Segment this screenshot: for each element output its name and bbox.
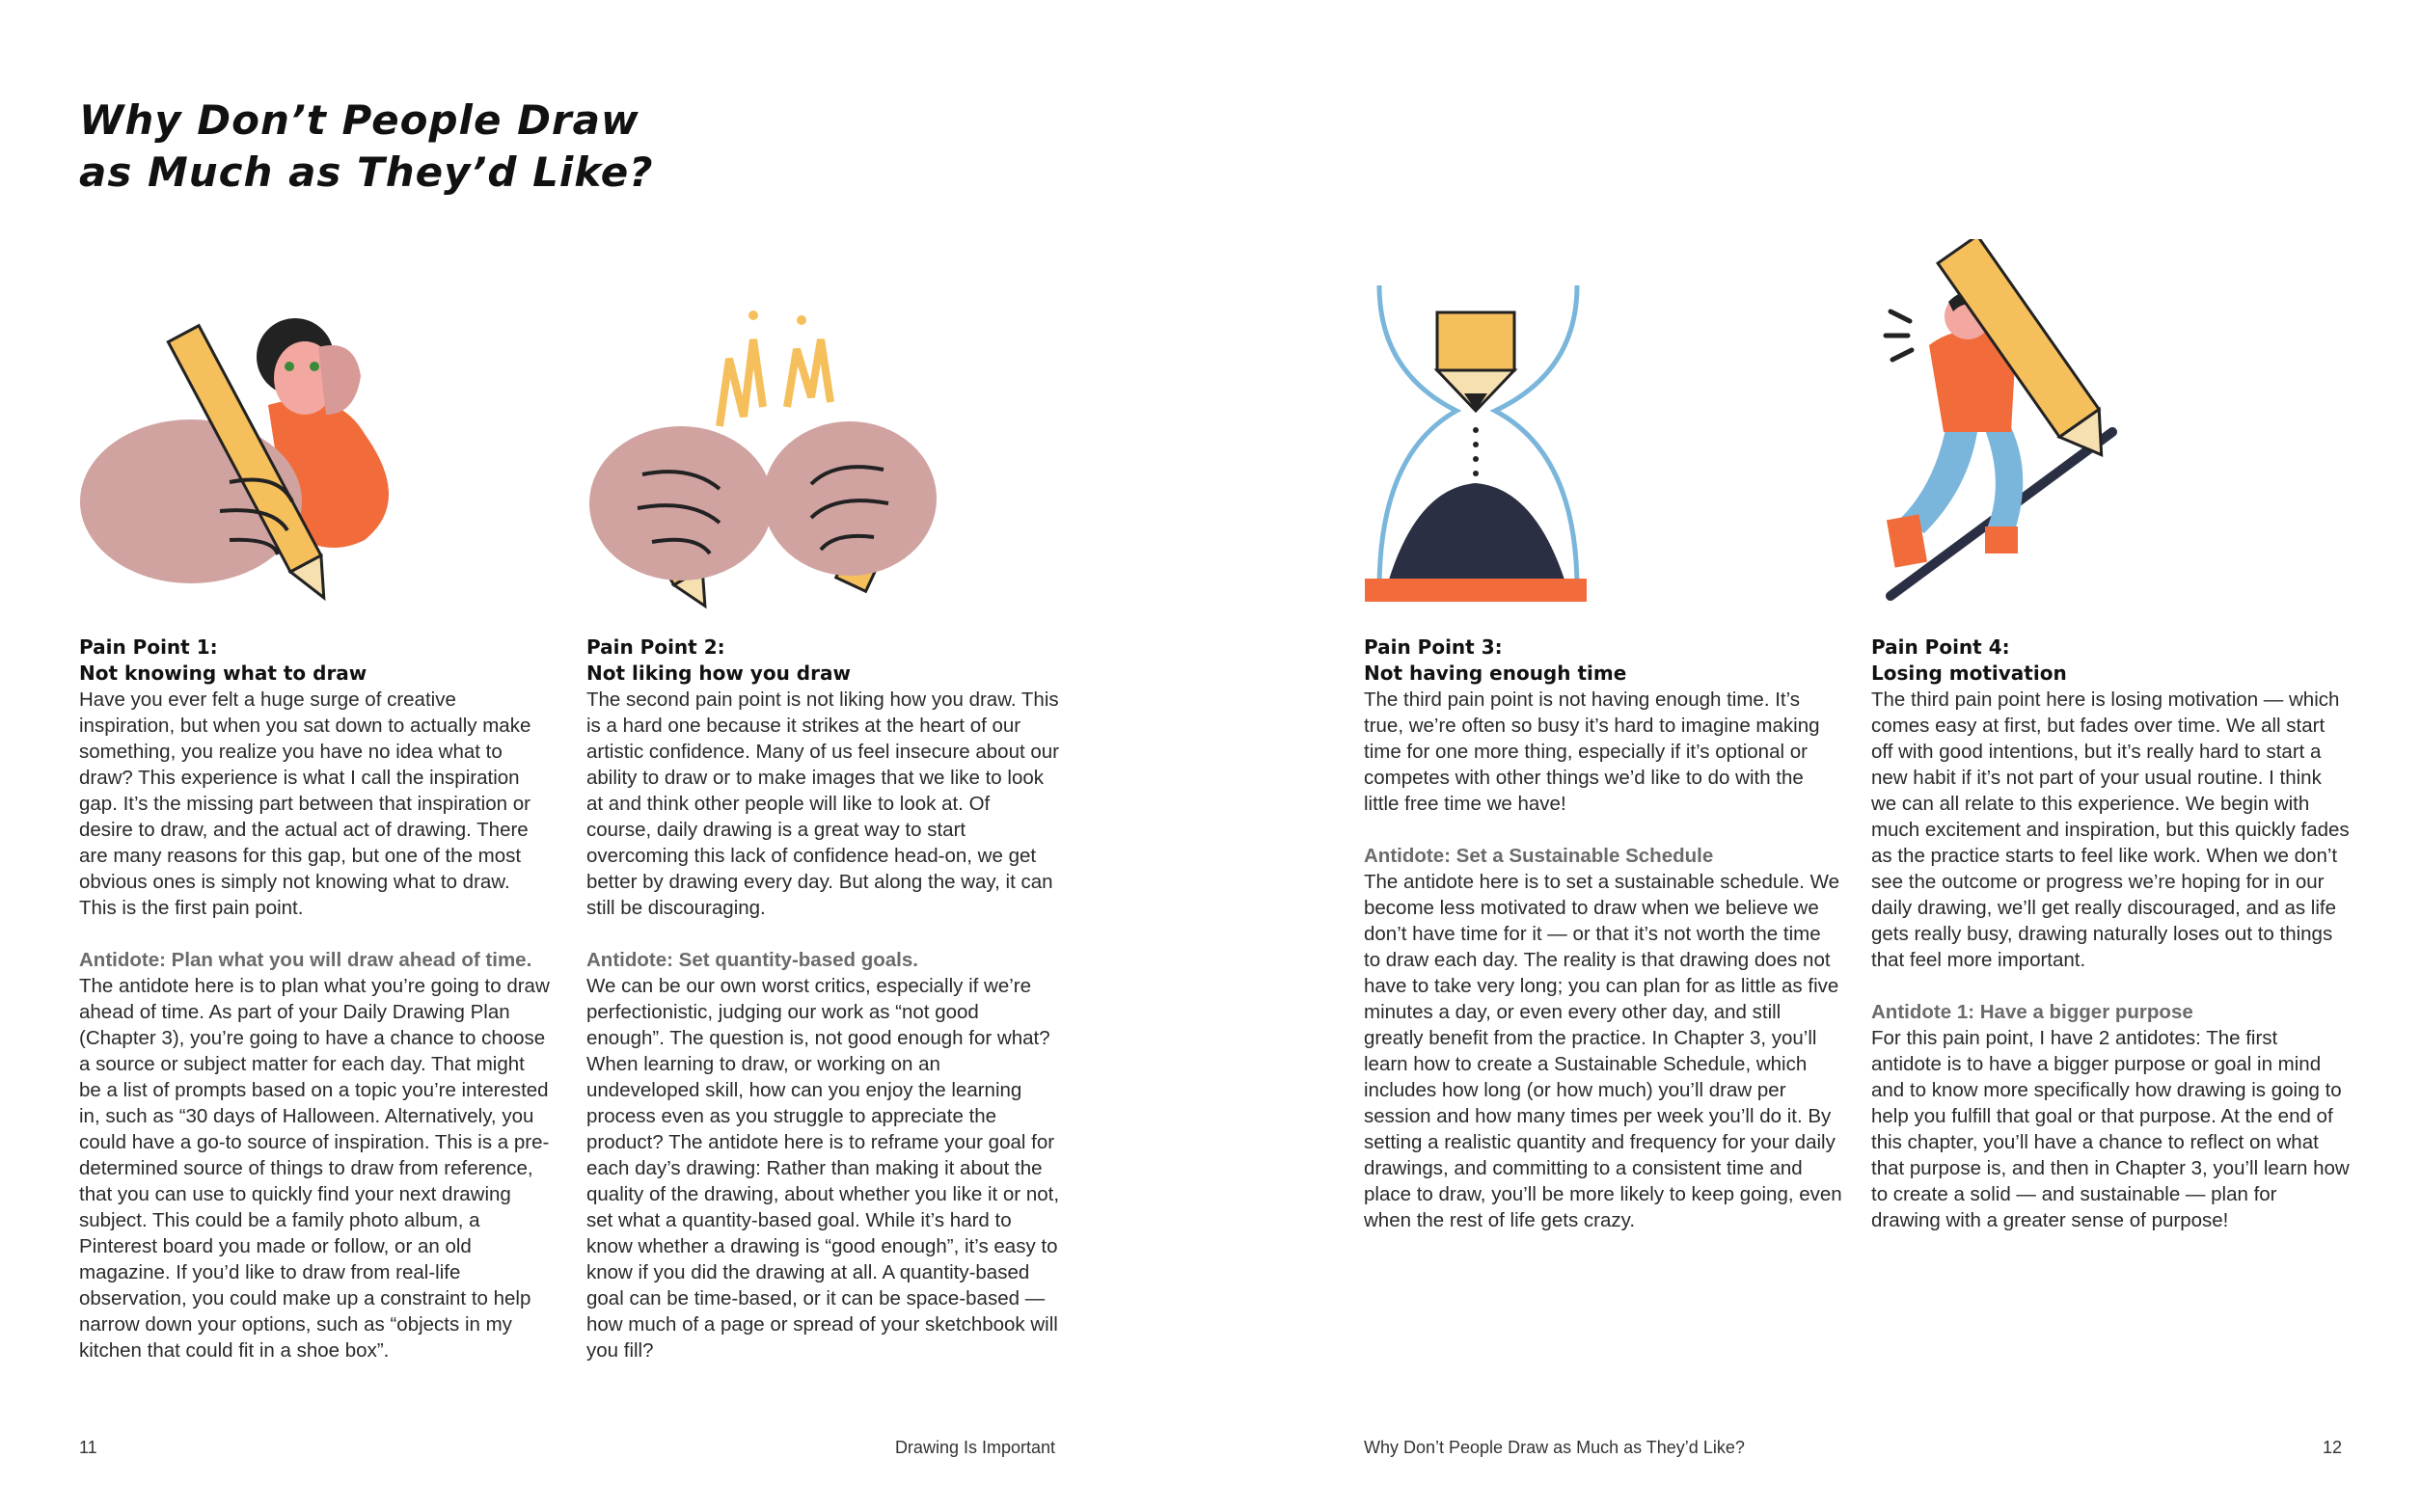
- pain-point-subtitle: Losing motivation: [1871, 662, 2067, 685]
- column-pain-point-4: [1871, 634, 2350, 1233]
- antidote-title: Antidote: Set quantity-based goals.: [586, 949, 918, 971]
- pain-point-body: The third pain point here is losing motivation — which comes easy at first, but fades over time. We all start off with good intentions, but it’s really hard to start a new habit if it’s not part of your usual routine. I think we can all relate to this experience. We begin with much excitement and inspiration, but this quickly fades as the practice starts to feel like work. When we don’t see the outcome or progress we’re hoping for in our daily drawing, we’ll get really discouraged, and as life gets really busy, drawing naturally loses out to things that feel more important.: [1871, 688, 2350, 971]
- pain-point-subtitle: Not having enough time: [1364, 662, 1627, 685]
- antidote-body: The antidote here is to plan what you’re going to draw ahead of time. As part of your Daily Drawing Plan (Chapter 3), you’re going to have a chance to choose a source or subject matter for each day. That might be a list of prompts based on a topic you’re interested in, such as “30 days of Halloween. Alternatively, you could have a go-to source of inspiration. This is a pre-determined source of things to draw from reference, that you can use to quickly find your next drawing subject. This could be a family photo album, a Pinterest board you made or follow, or an old magazine. If you’d like to draw from real-life observation, you could make up a constraint to help narrow down your options, such as “objects in my kitchen that could fit in a shoe box”.: [79, 975, 550, 1362]
- illustration-person-climbing-pencil: [1871, 239, 2141, 606]
- pain-point-heading: [79, 634, 552, 687]
- antidote-title: Antidote 1: Have a bigger purpose: [1871, 1001, 2193, 1023]
- page-title: [79, 94, 654, 199]
- illustration-breaking-pencil: [585, 301, 951, 609]
- antidote-body: We can be our own worst critics, especially if we’re perfectionistic, judging our work as “not good enough”. The question is, not good enough for what? When learning to draw, or working on an undeveloped skill, how can you enjoy the learning process even as you struggle to appreciate the product? The antidote here is to reframe your goal for each day’s drawing: Rather than making it about the quality of the drawing, about whether you like it or not, set what a quantity-based goal. While it’s hard to know whether a drawing is “good enough”, it’s easy to know if you did the drawing at all. A quantity-based goal can be time-based, or it can be space-based — how much of a page or spread of your sketchbook will you fill?: [586, 975, 1060, 1362]
- antidote-title: Antidote: Set a Sustainable Schedule: [1364, 845, 1714, 867]
- pain-point-heading: [586, 634, 1059, 687]
- right-running-title: Why Don’t People Draw as Much as They’d Like?: [1364, 1438, 1745, 1457]
- pain-point-label: Pain Point 2:: [586, 635, 725, 659]
- column-pain-point-3: [1364, 634, 1842, 1233]
- title-line-1: Why Don’t People Draw: [79, 96, 639, 144]
- left-page-number: 11: [79, 1438, 97, 1457]
- antidote-title: Antidote: Plan what you will draw ahead of time.: [79, 949, 532, 971]
- pain-point-label: Pain Point 3:: [1364, 635, 1503, 659]
- title-line-2: as Much as They’d Like?: [79, 148, 654, 196]
- right-page-number: 12: [2322, 1438, 2342, 1457]
- pain-point-label: Pain Point 1:: [79, 635, 218, 659]
- pain-point-subtitle: Not liking how you draw: [586, 662, 851, 685]
- pain-point-subtitle: Not knowing what to draw: [79, 662, 367, 685]
- pain-point-body: Have you ever felt a huge surge of creative inspiration, but when you sat down to actually make something, you realize you have no idea what to draw? This experience is what I call the inspiration gap. It’s the missing part between that inspiration or desire to draw, and the actual act of drawing. There are many reasons for this gap, but one of the most obvious ones is simply not knowing what to draw. This is the first pain point.: [79, 688, 531, 919]
- pain-point-label: Pain Point 4:: [1871, 635, 2010, 659]
- left-running-title: Drawing Is Important: [894, 1438, 1055, 1457]
- column-pain-point-2: [586, 634, 1059, 1364]
- illustration-hourglass-pencil: [1360, 285, 1591, 604]
- antidote-body: The antidote here is to set a sustainable schedule. We become less motivated to draw when we believe we don’t have time for it — or that it’s not worth the time to draw each day. The reality is that drawing does not have to take very long; you can plan for as little as five minutes a day, or even every other day, and still greatly benefit from the practice. In Chapter 3, you’ll learn how to create a Sustainable Schedule, which includes how long (or how much) you’ll draw per session and how many times per week you’ll do it. By setting a realistic quantity and frequency for your daily drawings, and committing to a consistent time and place to draw, you’ll be more likely to keep going, even when the rest of life gets crazy.: [1364, 871, 1842, 1231]
- antidote-body: For this pain point, I have 2 antidotes: The first antidote is to have a bigger purpose or goal in mind and to know more specifically how drawing is going to help you fulfill that goal or that purpose. At the end of this chapter, you’ll have a chance to reflect on what that purpose is, and then in Chapter 3, you’ll learn how to create a solid — and sustainable — plan for drawing with a greater sense of purpose!: [1871, 1027, 2350, 1231]
- pain-point-body: The second pain point is not liking how you draw. This is a hard one because it strikes at the heart of our artistic confidence. Many of us feel insecure about our ability to draw or to make images that we like to look at and think other people will like to look at. Of course, daily drawing is a great way to start overcoming this lack of confidence head-on, we get better by drawing every day. But along the way, it can still be discouraging.: [586, 688, 1059, 919]
- pain-point-body: The third pain point is not having enough time. It’s true, we’re often so busy it’s hard to imagine making time for one more thing, especially if it’s optional or competes with other things we’d like to do with the little free time we have!: [1364, 688, 1820, 815]
- pain-point-heading: [1364, 634, 1842, 687]
- pain-point-heading: [1871, 634, 2350, 687]
- illustration-hand-holding-pencil: [75, 299, 422, 608]
- column-pain-point-1: [79, 634, 552, 1364]
